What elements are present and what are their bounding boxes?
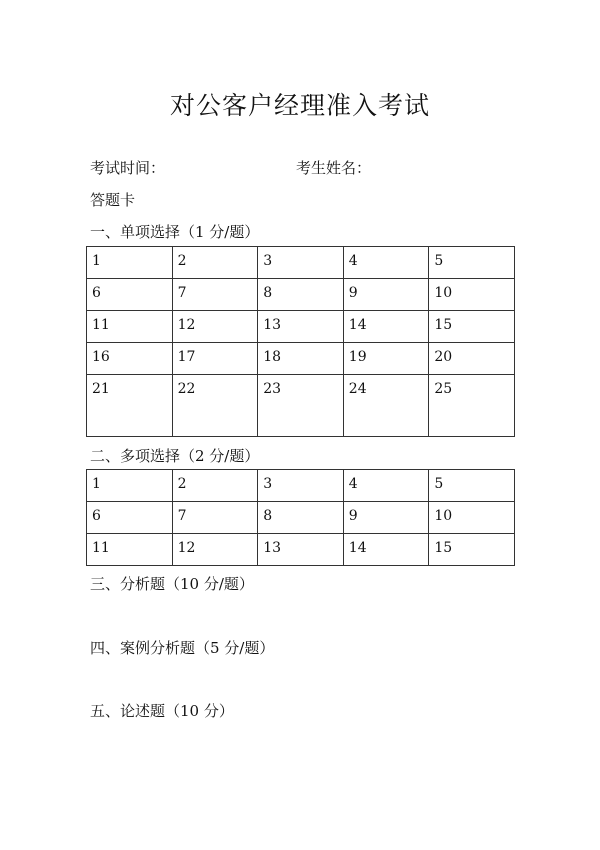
answer-cell[interactable]: 10: [429, 502, 515, 534]
answer-cell[interactable]: 9: [343, 502, 429, 534]
answer-cell[interactable]: 12: [172, 534, 258, 566]
answer-cell[interactable]: 1: [87, 247, 173, 279]
answer-cell[interactable]: 1: [87, 470, 173, 502]
answer-cell[interactable]: 14: [343, 311, 429, 343]
student-name-label: 考生姓名：: [296, 159, 372, 177]
answer-cell[interactable]: 13: [258, 534, 344, 566]
answer-cell[interactable]: 6: [87, 279, 173, 311]
essay-heading: 五、论述题（10 分）: [90, 702, 234, 720]
answer-cell[interactable]: 2: [172, 470, 258, 502]
answer-cell[interactable]: 9: [343, 279, 429, 311]
exam-time-label: 考试时间：: [90, 159, 166, 177]
table-row: [87, 375, 515, 437]
table-row: [87, 534, 515, 566]
answer-cell[interactable]: 6: [87, 502, 173, 534]
multiple-choice-answer-grid: [86, 469, 515, 566]
answer-cell[interactable]: 7: [172, 502, 258, 534]
answer-cell[interactable]: 19: [343, 343, 429, 375]
single-choice-answer-grid: [86, 246, 515, 437]
answer-cell[interactable]: 25: [429, 375, 515, 437]
answer-cell[interactable]: 22: [172, 375, 258, 437]
answer-cell[interactable]: 18: [258, 343, 344, 375]
answer-cell[interactable]: 15: [429, 311, 515, 343]
table-row: [87, 502, 515, 534]
answer-cell[interactable]: 13: [258, 311, 344, 343]
table-row: [87, 247, 515, 279]
page-title: 对公客户经理准入考试: [169, 91, 430, 120]
answer-cell[interactable]: 14: [343, 534, 429, 566]
case-analysis-heading: 四、案例分析题（5 分/题）: [90, 639, 275, 657]
single-choice-heading: 一、单项选择（1 分/题）: [90, 223, 260, 241]
answer-cell[interactable]: 16: [87, 343, 173, 375]
answer-cell[interactable]: 12: [172, 311, 258, 343]
answer-cell[interactable]: 4: [343, 247, 429, 279]
analysis-heading: 三、分析题（10 分/题）: [90, 575, 254, 593]
table-row: [87, 470, 515, 502]
answer-cell[interactable]: 11: [87, 311, 173, 343]
answer-cell[interactable]: 8: [258, 502, 344, 534]
answer-cell[interactable]: 3: [258, 470, 344, 502]
multiple-choice-heading: 二、多项选择（2 分/题）: [90, 447, 260, 465]
table-row: [87, 279, 515, 311]
answer-cell[interactable]: 11: [87, 534, 173, 566]
answer-cell[interactable]: 7: [172, 279, 258, 311]
answer-cell[interactable]: 23: [258, 375, 344, 437]
answer-card-label: 答题卡: [90, 191, 136, 209]
table-row: [87, 311, 515, 343]
answer-cell[interactable]: 3: [258, 247, 344, 279]
answer-cell[interactable]: 8: [258, 279, 344, 311]
answer-cell[interactable]: 10: [429, 279, 515, 311]
table-row: [87, 343, 515, 375]
answer-cell[interactable]: 15: [429, 534, 515, 566]
answer-cell[interactable]: 2: [172, 247, 258, 279]
answer-cell[interactable]: 17: [172, 343, 258, 375]
answer-cell[interactable]: 21: [87, 375, 173, 437]
answer-cell[interactable]: 20: [429, 343, 515, 375]
answer-cell[interactable]: 5: [429, 247, 515, 279]
answer-cell[interactable]: 24: [343, 375, 429, 437]
answer-cell[interactable]: 4: [343, 470, 429, 502]
answer-cell[interactable]: 5: [429, 470, 515, 502]
